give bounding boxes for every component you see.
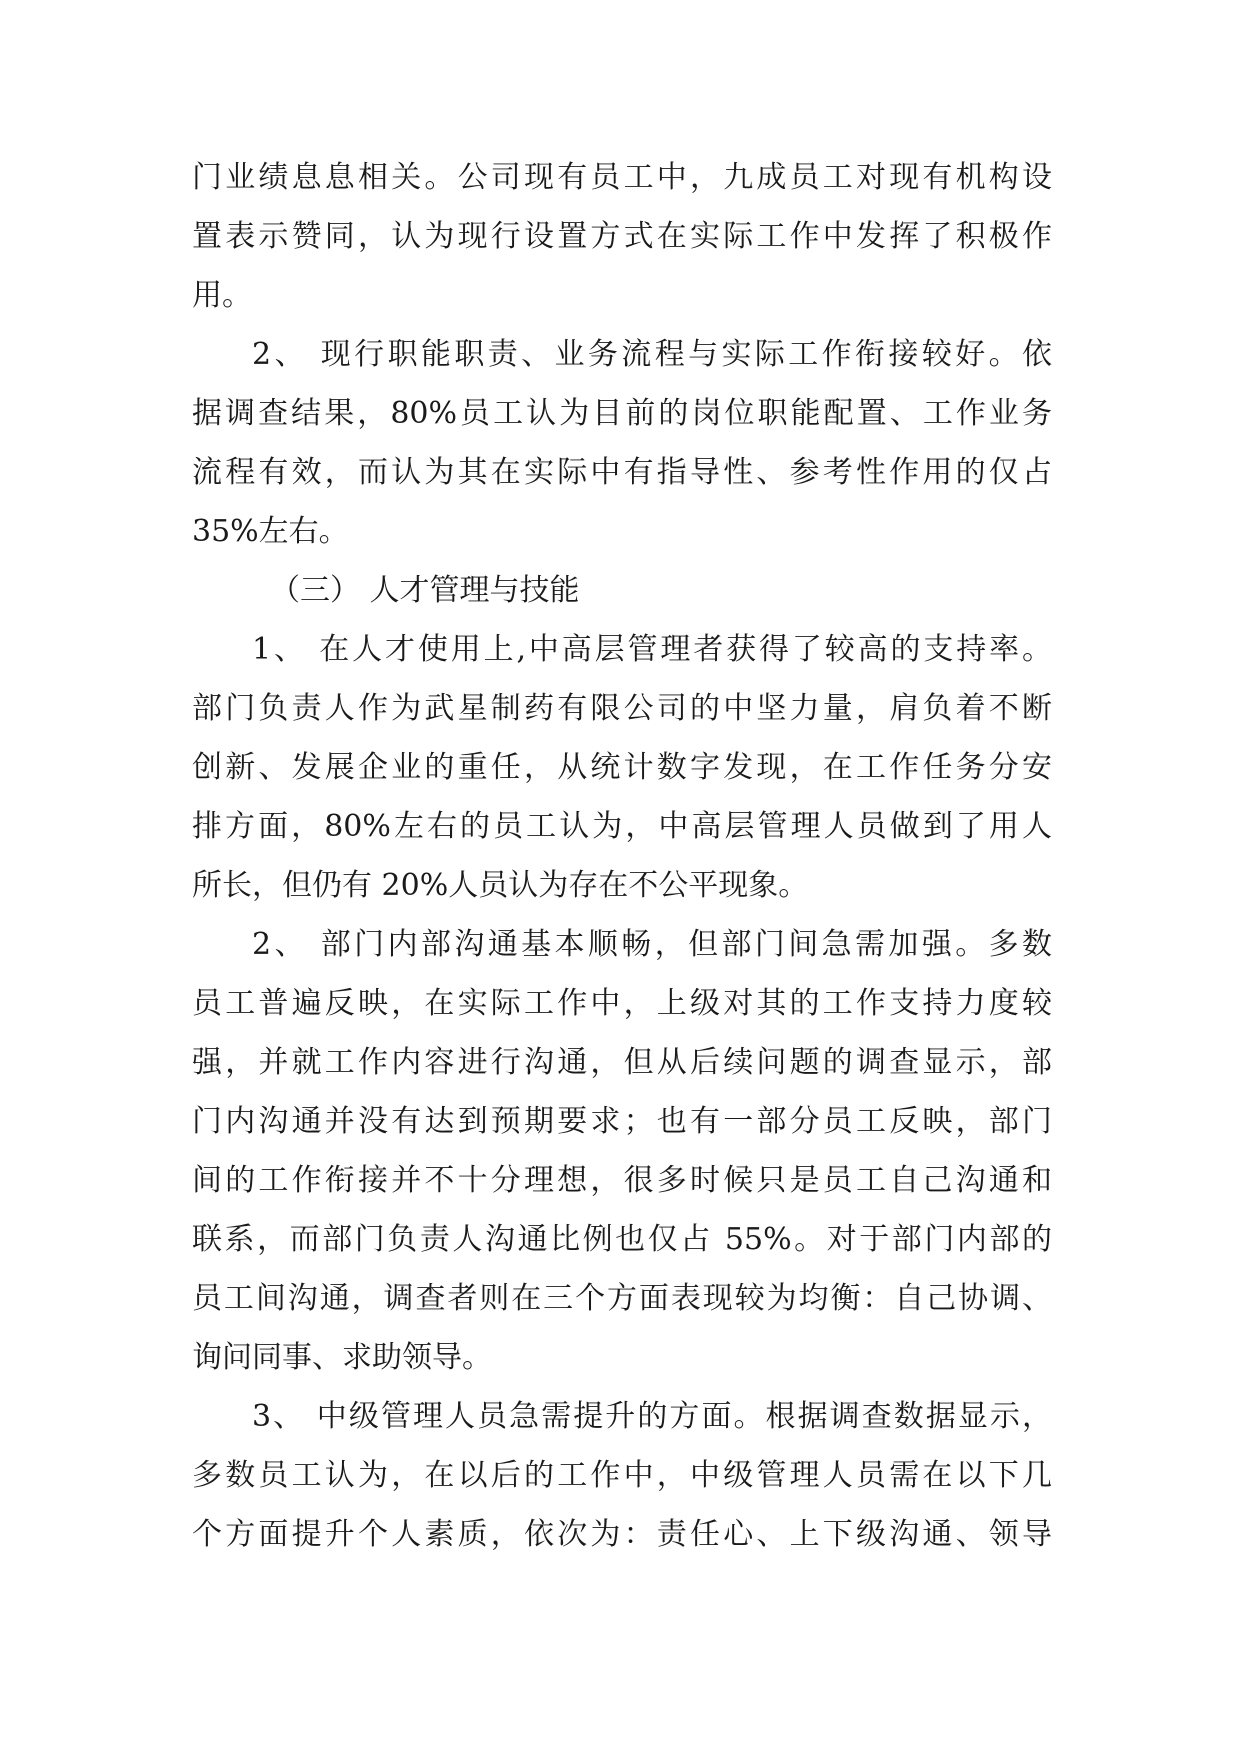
text-line: 35%左右。	[192, 514, 349, 549]
text-line: 间的工作衔接并不十分理想，很多时候只是员工自己沟通和	[192, 1163, 1052, 1198]
text-line: 据调查结果，80%员工认为目前的岗位职能配置、工作业务	[192, 396, 1052, 431]
text-line: 多数员工认为，在以后的工作中，中级管理人员需在以下几	[192, 1458, 1052, 1493]
text-line: 部门负责人作为武星制药有限公司的中坚力量，肩负着不断	[192, 691, 1052, 726]
text-line: 置表示赞同，认为现行设置方式在实际工作中发挥了积极作	[192, 219, 1052, 254]
text-line: 流程有效，而认为其在实际中有指导性、参考性作用的仅占	[192, 455, 1052, 490]
text-line: 员工间沟通，调查者则在三个方面表现较为均衡：自己协调、	[192, 1281, 1052, 1316]
paragraph-start-line: 2、 部门内部沟通基本顺畅，但部门间急需加强。多数	[252, 927, 1052, 962]
text-line: 员工普遍反映，在实际工作中，上级对其的工作支持力度较	[192, 986, 1052, 1021]
text-line: 询问同事、求助领导。	[192, 1340, 492, 1375]
text-line: 门内沟通并没有达到预期要求；也有一部分员工反映，部门	[192, 1104, 1052, 1139]
text-line: 门业绩息息相关。公司现有员工中，九成员工对现有机构设	[192, 160, 1052, 195]
text-line: 联系，而部门负责人沟通比例也仅占 55%。对于部门内部的	[192, 1222, 1052, 1257]
text-line: 个方面提升个人素质，依次为：责任心、上下级沟通、领导	[192, 1517, 1052, 1552]
text-line: 所长，但仍有 20%人员认为存在不公平现象。	[192, 868, 809, 903]
text-line: 创新、发展企业的重任，从统计数字发现，在工作任务分安	[192, 750, 1052, 785]
paragraph-start-line: 1、 在人才使用上,中高层管理者获得了较高的支持率。	[252, 632, 1052, 667]
section-heading: （三） 人才管理与技能	[270, 573, 580, 608]
text-line: 用。	[192, 278, 252, 313]
paragraph-start-line: 3、 中级管理人员急需提升的方面。根据调查数据显示，	[252, 1399, 1052, 1434]
paragraph-start-line: 2、 现行职能职责、业务流程与实际工作衔接较好。依	[252, 337, 1052, 372]
text-line: 排方面，80%左右的员工认为，中高层管理人员做到了用人	[192, 809, 1052, 844]
text-line: 强，并就工作内容进行沟通，但从后续问题的调查显示，部	[192, 1045, 1052, 1080]
